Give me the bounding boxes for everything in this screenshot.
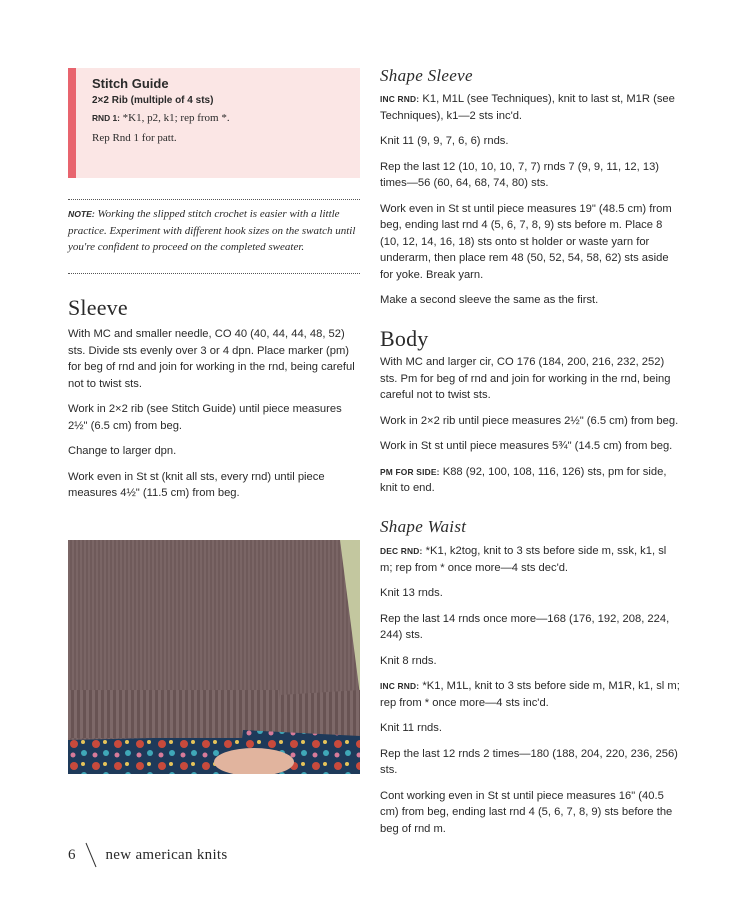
stitch-guide-repeat: Rep Rnd 1 for patt. [92,132,177,144]
sleeve-paragraph: With MC and smaller needle, CO 40 (40, 44, 44, 48, 52) sts. Divide sts evenly over 3 or 4 dpn. Place marker (pm) for beg of rnd and join for working in the rnd, being careful not to twist sts. [68,328,355,390]
note-divider-bottom [68,273,360,274]
inc-round-text: K1, M1L (see Techniques), knit to last st, M1R (see Techniques), k1—2 sts inc'd. [380,93,675,122]
inc-round-label: INC RND: [380,94,420,104]
body-paragraph: With MC and larger cir, CO 176 (184, 200, 216, 232, 252) sts. Pm for beg of rnd and join for working in the rnd, being careful not to twist sts. [380,356,671,401]
round-label: RND 1: [92,113,120,123]
sleeve-section [68,326,364,502]
shape-sleeve-heading: Shape Sleeve [380,66,473,85]
note [68,206,360,256]
shape-waist-paragraph: Knit 8 rnds. [380,654,437,667]
stitch-guide-box [68,68,360,178]
dec-round-label: DEC RND: [380,546,423,556]
shape-waist-paragraph: Rep the last 14 rnds once more—168 (176, 192, 208, 224, 244) sts. [380,612,670,641]
body-heading: Body [380,326,429,351]
shape-waist-paragraph: Knit 13 rnds. [380,587,443,599]
stitch-guide-subtitle: 2×2 Rib (multiple of 4 sts) [92,95,214,106]
inc-round-text: *K1, M1L, knit to 3 sts before side m, M1R, k1, sl m; rep from * once more—4 sts inc'd. [380,680,680,709]
sweater-photo-illustration [68,540,360,774]
stitch-guide-accent-bar [68,68,76,178]
body-pm-side [380,464,680,497]
sleeve-paragraph: Work even in St st (knit all sts, every rnd) until piece measures 4½" (11.5 cm) from beg. [68,470,325,499]
note-divider-top [68,199,360,200]
shape-waist-paragraph: Cont working even in St st until piece measures 16" (40.5 cm) from beg, ending last rnd 4 (5, 6, 7, 8, 9) sts before the beg of rnd m. [380,789,673,835]
body-paragraph: Work in St st until piece measures 5¾" (14.5 cm) from beg. [380,440,673,452]
pm-side-text: K88 (92, 100, 108, 116, 126) sts, pm for side, knit to end. [380,465,667,494]
inc-round-label: INC RND: [380,681,420,691]
dec-round-text: *K1, k2tog, knit to 3 sts before side m, ssk, k1, sl m; rep from * once more—4 sts dec'd. [380,545,667,574]
sleeve-paragraph: Work in 2×2 rib (see Stitch Guide) until piece measures 2½" (6.5 cm) from beg. [68,403,342,432]
shape-sleeve-paragraph: Work even in St st until piece measures 19" (48.5 cm) from beg, ending last rnd 4 (5, 6, 7, 8, 9) sts before m. Place 8 (10, 12, 14, 16, 18) sts onto st holder or waste yarn for underarm, then place rem 48 (50, 52, 54, 58, 62) sts aside for yoke. Break yarn. [380,202,672,281]
stitch-guide-round [92,112,230,124]
shape-waist-section [380,543,680,837]
shape-sleeve-paragraph: Rep the last 12 (10, 10, 10, 7, 7) rnds 7 (9, 9, 11, 12, 13) times—56 (60, 64, 68, 74, 80) sts. [380,160,660,189]
shape-waist-inc-round [380,678,680,711]
shape-sleeve-paragraph: Make a second sleeve the same as the first. [380,294,599,306]
sleeve-paragraph: Change to larger dpn. [68,445,177,457]
pm-side-label: PM FOR SIDE: [380,466,440,477]
shape-waist-paragraph: Knit 11 rnds. [380,722,442,734]
sleeve-heading: Sleeve [68,295,128,320]
shape-waist-dec-round [380,543,680,576]
shape-waist-heading: Shape Waist [380,517,467,536]
sweater-photo [68,540,360,774]
page-number: 6 [68,846,76,863]
shape-sleeve-section [380,91,680,309]
footer-divider-icon [84,842,98,868]
shape-waist-paragraph: Rep the last 12 rnds 2 times—180 (188, 204, 220, 236, 256) sts. [380,747,678,776]
shape-sleeve-inc-round [380,91,680,124]
page-footer [68,842,228,868]
body-paragraph: Work in 2×2 rib until piece measures 2½" (6.5 cm) from beg. [380,414,679,427]
note-text: Working the slipped stitch crochet is easier with a little practice. Experiment with different hook sizes on the swatch until you're confident to proceed on the completed sweater. [68,208,356,253]
stitch-guide-title: Stitch Guide [92,76,169,91]
round-text: *K1, p2, k1; rep from *. [119,112,230,124]
note-label: NOTE: [68,209,95,219]
body-section [380,354,680,497]
shape-sleeve-paragraph: Knit 11 (9, 9, 7, 6, 6) rnds. [380,135,509,147]
book-title: new american knits [105,846,228,863]
